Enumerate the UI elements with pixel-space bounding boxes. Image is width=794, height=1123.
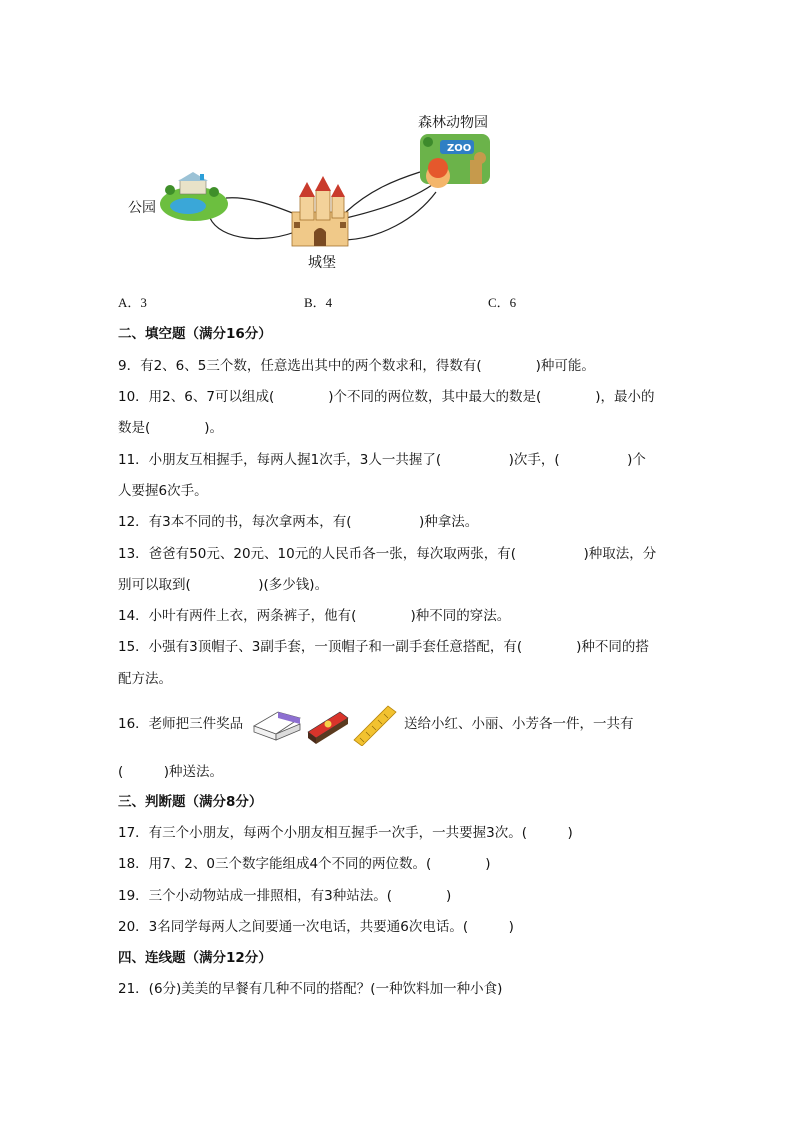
route-map — [0, 0, 794, 290]
prize-images — [248, 702, 398, 746]
section-true-false-title: 三、判断题（满分8分） — [118, 794, 263, 810]
zoo-sign-text: ZOO — [447, 143, 472, 154]
question-14: 14．小叶有两件上衣，两条裤子，他有( )种不同的穿法。 — [118, 608, 511, 624]
question-16-part3: ( )种送法。 — [118, 764, 224, 780]
eraser-icon — [254, 712, 300, 740]
question-15-line2: 配方法。 — [118, 671, 172, 687]
zoo-label: 森林动物园 — [418, 115, 488, 131]
castle-label: 城堡 — [308, 255, 336, 271]
question-16-part1: 16．老师把三件奖品 — [118, 716, 244, 732]
option-c: C．6 — [488, 295, 517, 310]
question-11-line1: 11．小朋友互相握手，每两人握1次手，3人一共握了( )次手，( )个 — [118, 452, 646, 468]
castle-icon — [292, 176, 348, 246]
question-10-line1: 10．用2、6、7可以组成( )个不同的两位数，其中最大的数是( )，最小的 — [118, 389, 655, 405]
section-matching-title: 四、连线题（满分12分） — [118, 950, 272, 966]
option-b: B．4 — [304, 295, 333, 310]
question-20: 20．3名同学每两人之间要通一次电话，共要通6次电话。( ) — [118, 919, 514, 935]
road-park-castle-bottom — [210, 218, 300, 239]
question-12: 12．有3本不同的书，每次拿两本，有( )种拿法。 — [118, 514, 479, 530]
question-9: 9．有2、6、5三个数，任意选出其中的两个数求和，得数有( )种可能。 — [118, 358, 595, 374]
question-10-line2: 数是( )。 — [118, 420, 224, 436]
pencil-box-icon — [308, 712, 348, 744]
road-park-castle-top — [226, 198, 300, 216]
park-label: 公园 — [128, 200, 156, 216]
question-17: 17．有三个小朋友，每两个小朋友相互握手一次手，一共要握3次。( ) — [118, 825, 573, 841]
zoo-icon — [420, 134, 490, 188]
ruler-icon — [354, 706, 396, 746]
section-fill-blank-title: 二、填空题（满分16分） — [118, 326, 272, 342]
question-11-line2: 人要握6次手。 — [118, 483, 208, 499]
park-icon — [160, 172, 228, 221]
question-21: 21．(6分)美美的早餐有几种不同的搭配？(一种饮料加一种小食) — [118, 981, 503, 997]
road-castle-zoo-top — [346, 172, 420, 212]
option-a: A．3 — [118, 295, 147, 310]
question-13-line1: 13．爸爸有50元、20元、10元的人民币各一张，每次取两张，有( )种取法，分 — [118, 546, 657, 562]
question-16-part2: 送给小红、小丽、小芳各一件，一共有 — [404, 716, 634, 732]
answer-options — [118, 292, 678, 312]
question-19: 19．三个小动物站成一排照相，有3种站法。( ) — [118, 888, 452, 904]
question-18: 18．用7、2、0三个数字能组成4个不同的两位数。( ) — [118, 856, 491, 872]
question-15-line1: 15．小强有3顶帽子、3副手套，一顶帽子和一副手套任意搭配，有( )种不同的搭 — [118, 639, 649, 655]
road-castle-zoo-bottom — [346, 192, 436, 240]
route-diagram — [0, 0, 794, 290]
question-13-line2: 别可以取到( )(多少钱)。 — [118, 577, 329, 593]
